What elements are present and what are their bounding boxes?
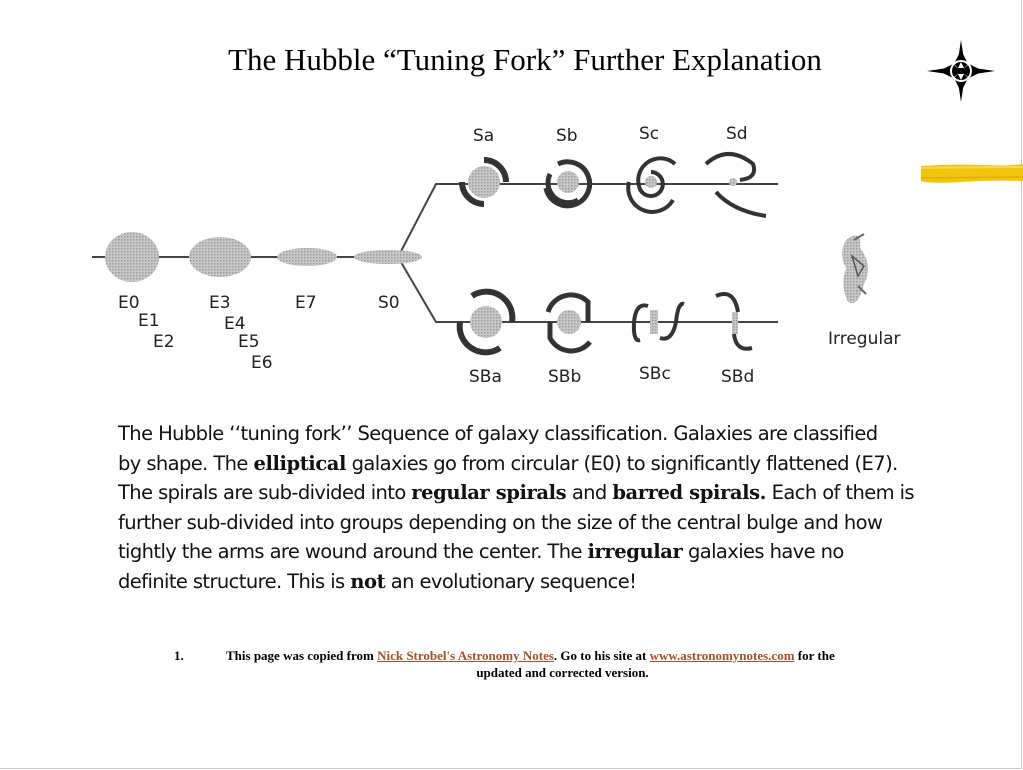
label-sbd: SBd <box>721 367 755 387</box>
footnote-number: 1. <box>174 648 184 663</box>
label-s0: S0 <box>378 293 400 313</box>
label-e2: E2 <box>153 332 175 352</box>
label-irregular: Irregular <box>828 329 901 349</box>
caption-line: The spirals are sub-divided into regular spirals and barred spirals. Each of them is <box>118 481 914 505</box>
label-sbb: SBb <box>548 367 582 387</box>
caption-line: further sub-divided into groups depending on the size of the central bulge and how <box>118 510 883 534</box>
label-e5: E5 <box>238 332 260 352</box>
label-sbc: SBc <box>639 364 671 384</box>
caption-line: definite structure. This is not an evolutionary sequence! <box>118 569 637 593</box>
label-e3: E3 <box>209 293 231 313</box>
caption-line: tightly the arms are wound around the center. The irregular galaxies have no <box>118 540 844 564</box>
label-e7: E7 <box>295 293 317 313</box>
hubble-tuning-fork-diagram <box>88 116 918 396</box>
label-sa: Sa <box>473 126 495 146</box>
label-e4: E4 <box>224 314 246 334</box>
page-title: The Hubble “Tuning Fork” Further Explanation <box>228 42 822 77</box>
astronomynotes-url-link[interactable]: www.astronomynotes.com <box>649 648 795 663</box>
label-sc: Sc <box>639 124 660 144</box>
galaxy-sa <box>462 160 506 204</box>
galaxy-s0 <box>354 250 422 264</box>
caption-line: The Hubble ‘‘tuning fork’’ Sequence of galaxy classification. Galaxies are classified <box>118 422 878 445</box>
footnote-text: This page was copied from Nick Strobel's Astronomy Notes. Go to his site at www.astronomynotes.com for the <box>226 648 835 663</box>
compass-rose-icon <box>925 38 997 104</box>
label-sd: Sd <box>726 124 748 144</box>
caption-line: by shape. The elliptical galaxies go from circular (E0) to significantly flattened (E7). <box>118 451 898 475</box>
galaxy-sc <box>628 158 675 212</box>
label-sba: SBa <box>469 367 502 387</box>
galaxy-e7 <box>277 248 337 266</box>
astronomy-notes-link[interactable]: Nick Strobel's Astronomy Notes <box>377 648 554 663</box>
footnote-text-line2: updated and corrected version. <box>476 665 649 680</box>
yellow-highlight-bar <box>921 162 1023 184</box>
label-sb: Sb <box>556 126 578 146</box>
diagram-caption <box>118 419 928 597</box>
galaxy-irregular <box>842 234 868 303</box>
label-e1: E1 <box>138 311 160 331</box>
label-e6: E6 <box>251 353 273 373</box>
label-e0: E0 <box>118 293 140 313</box>
galaxy-e0 <box>105 232 159 282</box>
galaxy-e3 <box>189 237 251 277</box>
